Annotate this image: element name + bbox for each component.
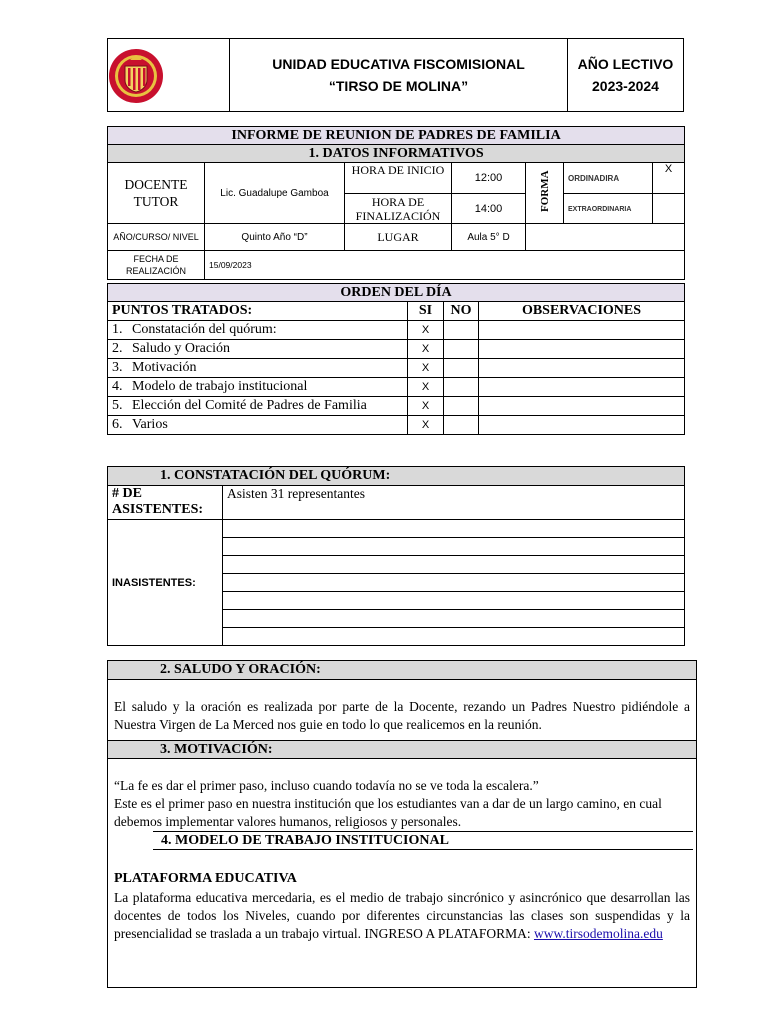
- ordinaria-label: ORDINADIRA: [564, 163, 653, 194]
- item-obs: [479, 397, 685, 416]
- saludo-text: El saludo y la oración es realizada por parte de la Docente, rezando un Padres Nuestro pidiéndole a Nuestra Virgen de La Merced nos guie en todo lo que realicemos en la reunión.: [114, 699, 690, 732]
- inasistentes-line: [223, 520, 685, 538]
- hora-inicio-label: HORA DE INICIO: [345, 163, 452, 194]
- docente-value: Lic. Guadalupe Gamboa: [205, 163, 345, 224]
- item-number: 2.: [112, 341, 123, 356]
- school-year-cell: [568, 39, 683, 111]
- item-text: Varios: [132, 417, 168, 432]
- asistentes-value: Asisten 31 representantes: [223, 486, 685, 520]
- item-obs: [479, 359, 685, 378]
- item-obs: [479, 321, 685, 340]
- extraordinaria-mark: [653, 194, 685, 224]
- lugar-filler: [526, 224, 685, 251]
- asistentes-label: # DE ASISTENTES:: [108, 486, 223, 520]
- item-number: 6.: [112, 417, 123, 432]
- item-obs: [479, 340, 685, 359]
- col-puntos: PUNTOS TRATADOS:: [108, 302, 408, 321]
- fecha-label: FECHA DE REALIZACIÓN: [108, 251, 205, 280]
- item-si: X: [408, 359, 444, 378]
- item-si: X: [408, 321, 444, 340]
- lugar-label: LUGAR: [345, 224, 452, 251]
- item-text: Motivación: [132, 360, 197, 375]
- quorum-table: [107, 466, 685, 646]
- document-header: [107, 38, 684, 112]
- table-row: [108, 397, 685, 416]
- motivacion-quote: “La fe es dar el primer paso, incluso cuando todavía no se ve toda la escalera.”: [114, 778, 539, 793]
- hora-fin-label: HORA DE FINALIZACIÓN: [345, 194, 452, 224]
- modelo-text-block: [114, 889, 690, 943]
- plataforma-link[interactable]: www.tirsodemolina.edu: [533, 926, 663, 941]
- motivacion-text: Este es el primer paso en nuestra institución que los estudiantes van a dar de un largo camino, en cual debemos implementar valores humanos, religiosos y personales.: [114, 796, 662, 829]
- forma-label: FORMA: [539, 170, 551, 212]
- report-title: INFORME DE REUNION DE PADRES DE FAMILIA: [108, 127, 685, 145]
- orden-del-dia-table: [107, 283, 685, 435]
- inasistentes-label: INASISTENTES:: [108, 520, 223, 646]
- inasistentes-line: [223, 556, 685, 574]
- school-crest-icon: [108, 46, 164, 106]
- inasistentes-line: [223, 628, 685, 646]
- item-si: X: [408, 416, 444, 435]
- fecha-value: 15/09/2023: [205, 251, 685, 280]
- table-row: [108, 378, 685, 397]
- item-obs: [479, 416, 685, 435]
- inasistentes-line: [223, 610, 685, 628]
- section-datos-informativos: 1. DATOS INFORMATIVOS: [108, 145, 685, 163]
- school-year-label: AÑO LECTIVO: [577, 56, 674, 72]
- school-year-value: 2023-2024: [592, 78, 659, 94]
- item-number: 3.: [112, 360, 123, 375]
- saludo-title: 2. SALUDO Y ORACIÓN:: [108, 661, 696, 680]
- item-si: X: [408, 340, 444, 359]
- logo-cell: [108, 39, 230, 111]
- lugar-value: Aula 5° D: [452, 224, 526, 251]
- inasistentes-line: [223, 574, 685, 592]
- datos-informativos-table: [107, 126, 685, 280]
- modelo-title: 4. MODELO DE TRABAJO INSTITUCIONAL: [153, 831, 693, 850]
- item-no: [444, 397, 479, 416]
- item-obs: [479, 378, 685, 397]
- docente-label: DOCENTE TUTOR: [108, 163, 205, 224]
- col-si: SI: [408, 302, 444, 321]
- sections-box: [107, 660, 697, 988]
- item-si: X: [408, 397, 444, 416]
- table-row: [108, 359, 685, 378]
- item-text: Saludo y Oración: [132, 341, 230, 356]
- col-no: NO: [444, 302, 479, 321]
- quorum-title: 1. CONSTATACIÓN DEL QUÓRUM:: [108, 467, 685, 486]
- curso-label: AÑO/CURSO/ NIVEL: [108, 224, 205, 251]
- modelo-subtitle: PLATAFORMA EDUCATIVA: [114, 871, 297, 886]
- item-text: Elección del Comité de Padres de Familia: [132, 398, 367, 413]
- item-no: [444, 321, 479, 340]
- item-number: 5.: [112, 398, 123, 413]
- item-si: X: [408, 378, 444, 397]
- inasistentes-line: [223, 538, 685, 556]
- ordinaria-mark: X: [653, 163, 685, 194]
- item-no: [444, 378, 479, 397]
- inasistentes-line: [223, 592, 685, 610]
- modelo-text: La plataforma educativa mercedaria, es el medio de trabajo sincrónico y asincrónico que desarrollan las docentes de todos los Niveles, cuando por diferentes circunstancias las clases son suspendidas y la presencialidad se traslada a un trabajo virtual. INGRESO A PLATAFORMA:: [114, 890, 690, 941]
- table-row: [108, 340, 685, 359]
- item-number: 1.: [112, 322, 123, 337]
- curso-value: Quinto Año “D”: [205, 224, 345, 251]
- item-no: [444, 416, 479, 435]
- item-no: [444, 340, 479, 359]
- forma-cell: [526, 163, 564, 224]
- school-subname: “TIRSO DE MOLINA”: [328, 78, 469, 94]
- extraordinaria-label: EXTRAORDINARIA: [564, 194, 653, 224]
- table-row: [108, 321, 685, 340]
- item-text: Modelo de trabajo institucional: [132, 379, 308, 394]
- item-text: Constatación del quórum:: [132, 322, 277, 337]
- col-observaciones: OBSERVACIONES: [479, 302, 685, 321]
- school-name: UNIDAD EDUCATIVA FISCOMISIONAL: [272, 56, 525, 72]
- motivacion-title: 3. MOTIVACIÓN:: [108, 740, 696, 759]
- hora-inicio-value: 12:00: [452, 163, 526, 194]
- item-no: [444, 359, 479, 378]
- table-row: [108, 416, 685, 435]
- school-name-cell: [230, 39, 568, 111]
- hora-fin-value: 14:00: [452, 194, 526, 224]
- item-number: 4.: [112, 379, 123, 394]
- orden-del-dia-title: ORDEN DEL DÍA: [108, 284, 685, 302]
